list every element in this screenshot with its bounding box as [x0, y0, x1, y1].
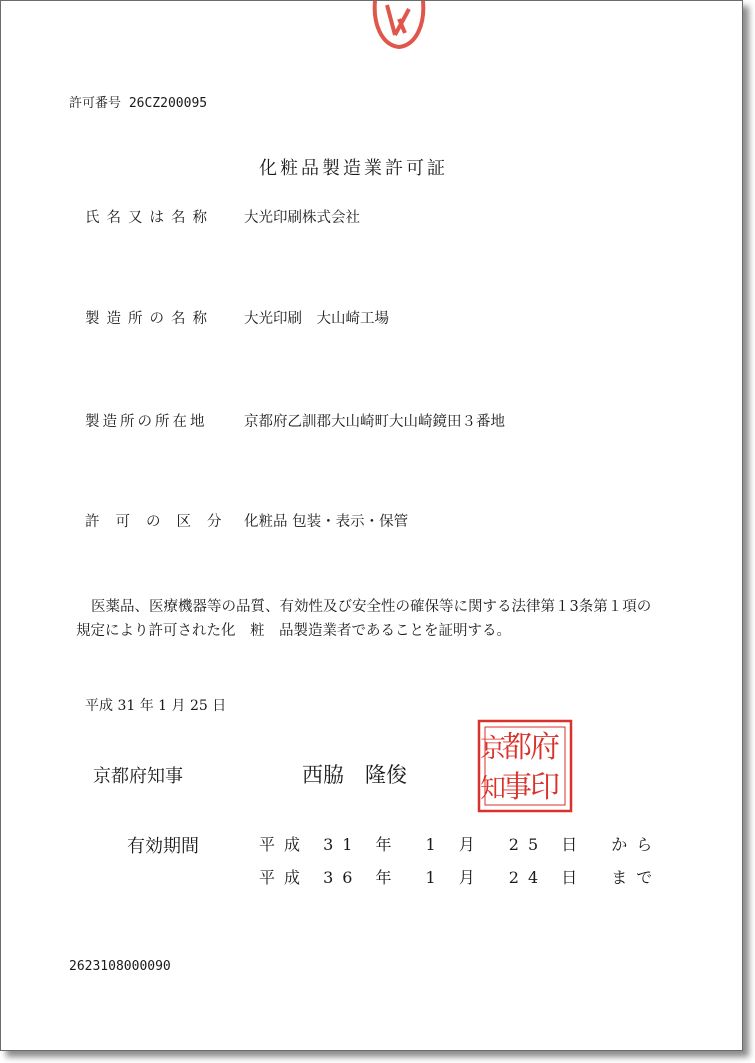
- certification-text-line-2: 規定により許可された化 粧 品製造業者であることを証明する。: [76, 623, 511, 639]
- governor-seal: [473, 717, 577, 815]
- field-label-site-name: 製造所の名称: [85, 311, 214, 327]
- svg-text:印: 印: [530, 770, 560, 805]
- field-label-category: 許可の区分: [85, 514, 238, 530]
- partial-stamp-top: [369, 1, 429, 53]
- field-value-address: 京都府乙訓郡大山崎町大山崎鏡田３番地: [244, 414, 505, 430]
- svg-text:京: 京: [479, 734, 507, 764]
- issuer-name: 西脇 隆俊: [302, 763, 407, 787]
- document-title: 化粧品製造業許可証: [259, 158, 448, 179]
- field-value-category: 化粧品 包装・表示・保管: [244, 514, 409, 530]
- svg-text:知: 知: [479, 774, 507, 804]
- validity-to: 平成 36 年 1 月 24 日 まで: [259, 868, 662, 887]
- field-value-name: 大光印刷株式会社: [244, 210, 360, 226]
- document-number: 2623108000090: [69, 959, 171, 974]
- field-value-site-name: 大光印刷 大山崎工場: [244, 311, 389, 327]
- svg-text:事: 事: [502, 770, 532, 805]
- validity-from: 平成 31 年 1 月 25 日 から: [259, 835, 662, 854]
- certification-text-line-1: 医薬品、医療機器等の品質、有効性及び安全性の確保等に関する法律第１3条第１項の: [91, 599, 652, 615]
- issue-date: 平成 31 年 1 月 25 日: [85, 698, 227, 714]
- svg-text:都: 都: [502, 730, 532, 765]
- field-label-address: 製造所の所在地: [85, 414, 208, 430]
- field-label-name: 氏名又は名称: [85, 210, 214, 226]
- validity-label: 有効期間: [127, 836, 199, 857]
- svg-text:府: 府: [530, 730, 560, 765]
- permit-number: 許可番号 26CZ200095: [69, 96, 208, 111]
- issuer-title: 京都府知事: [93, 766, 183, 787]
